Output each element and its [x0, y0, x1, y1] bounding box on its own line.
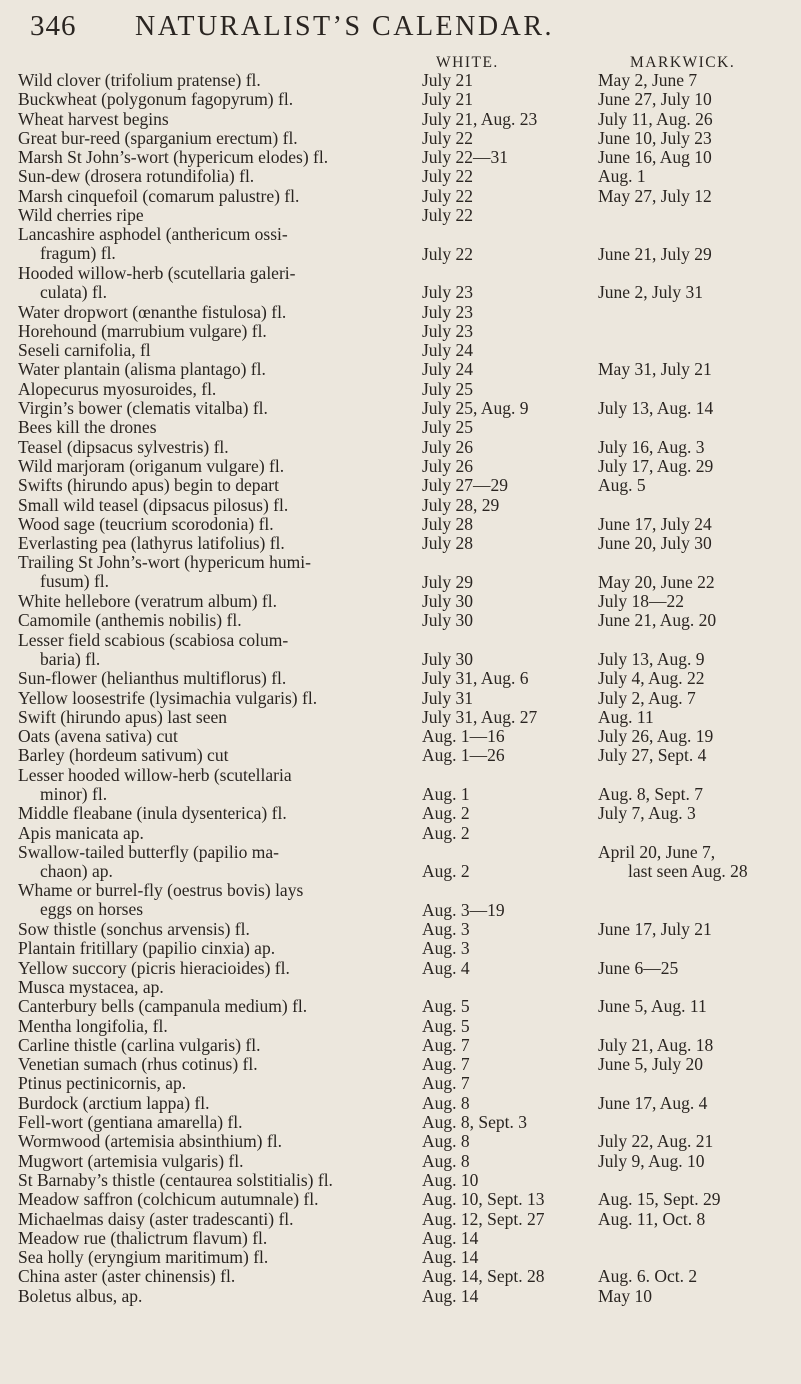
entry-name-line: Trailing St John’s-wort (hypericum humi-	[18, 552, 311, 573]
entry-name-line: Whame or burrel-fly (oestrus bovis) lays	[18, 880, 304, 901]
entry-name-line: Venetian sumach (rhus cotinus) fl.	[18, 1054, 258, 1075]
entry-name-line: Wild marjoram (origanum vulgare) fl.	[18, 455, 285, 476]
table-row	[0, 1113, 801, 1132]
entry-name	[18, 1287, 428, 1306]
entry-name	[18, 1171, 428, 1190]
table-row	[0, 457, 801, 476]
table-row	[0, 341, 801, 360]
entry-name-line: Sun-dew (drosera rotundifolia) fl.	[18, 166, 255, 187]
white-date: July 30	[422, 610, 474, 631]
white-date: Aug. 7	[422, 1054, 470, 1075]
entry-name-line: Canterbury bells (campanula medium) fl.	[18, 996, 308, 1017]
entry-name	[18, 187, 428, 206]
entry-name-line: Yellow succory (picris hieracioides) fl.	[18, 957, 290, 978]
entry-name-continuation: baria) fl.	[40, 648, 101, 669]
entry-name	[18, 881, 428, 919]
entry-name-line: Everlasting pea (lathyrus latifolius) fl.	[18, 533, 285, 554]
table-row	[0, 1132, 801, 1151]
entry-name-line: Wild cherries ripe	[18, 205, 144, 226]
entry-name-line: Hooded willow-herb (scutellaria galeri-	[18, 262, 296, 283]
entry-name	[18, 553, 428, 591]
entry-name-line: Sea holly (eryngium maritimum) fl.	[18, 1247, 269, 1268]
white-date: Aug. 1	[422, 783, 470, 804]
entry-name	[18, 322, 428, 341]
table-row	[0, 110, 801, 129]
markwick-date: May 10	[598, 1285, 652, 1306]
entry-name	[18, 534, 428, 553]
white-date: Aug. 4	[422, 957, 470, 978]
white-date: July 28	[422, 533, 474, 554]
entry-name	[18, 611, 428, 630]
table-row	[0, 71, 801, 90]
white-date: July 24	[422, 340, 474, 361]
markwick-date: Aug. 11	[598, 706, 654, 727]
markwick-date: July 13, Aug. 9	[598, 648, 705, 669]
entry-name-line: Water dropwort (œnanthe fistulosa) fl.	[18, 301, 287, 322]
white-date: Aug. 10	[422, 1169, 479, 1190]
entry-name	[18, 592, 428, 611]
markwick-date: May 31, July 21	[598, 359, 712, 380]
entry-name-line: Wild clover (trifolium pratense) fl.	[18, 70, 261, 90]
entry-name-continuation: eggs on horses	[40, 899, 144, 920]
entry-name	[18, 476, 428, 495]
entry-name-line: Virgin’s bower (clematis vitalba) fl.	[18, 398, 268, 419]
entry-name	[18, 360, 428, 379]
entry-name-line: Horehound (marrubium vulgare) fl.	[18, 320, 267, 341]
column-header-markwick: MARKWICK.	[630, 54, 736, 71]
entry-name-line: Sun-flower (helianthus multiflorus) fl.	[18, 668, 287, 689]
table-row	[0, 476, 801, 495]
entry-name	[18, 110, 428, 129]
white-date: Aug. 7	[422, 1034, 470, 1055]
entry-name	[18, 515, 428, 534]
markwick-date: June 21, July 29	[598, 243, 712, 264]
entry-name	[18, 978, 428, 997]
table-row	[0, 1036, 801, 1055]
white-date: Aug. 2	[422, 861, 470, 882]
table-row	[0, 380, 801, 399]
table-row	[0, 1267, 801, 1286]
markwick-date: June 2, July 31	[598, 282, 703, 303]
entry-name-line: Boletus albus, ap.	[18, 1285, 143, 1306]
entry-name-line: Wormwood (artemisia absinthium) fl.	[18, 1131, 282, 1152]
entry-name-line: Marsh cinquefoil (comarum palustre) fl.	[18, 185, 300, 206]
entry-name	[18, 843, 428, 881]
markwick-date: May 27, July 12	[598, 185, 712, 206]
entry-name	[18, 766, 428, 804]
entry-name-line: Teasel (dipsacus sylvestris) fl.	[18, 436, 229, 457]
entry-name-continuation: culata) fl.	[40, 281, 108, 302]
entry-name	[18, 129, 428, 148]
calendar-table	[0, 71, 801, 1306]
entry-name	[18, 997, 428, 1016]
markwick-date: June 5, July 20	[598, 1054, 703, 1075]
white-date: July 28, 29	[422, 494, 500, 515]
table-row	[0, 496, 801, 515]
table-row	[0, 1287, 801, 1306]
markwick-date: June 17, July 21	[598, 919, 712, 940]
markwick-date: June 20, July 30	[598, 533, 712, 554]
entry-name-line: Middle fleabane (inula dysenterica) fl.	[18, 803, 287, 824]
markwick-date: June 21, Aug. 20	[598, 610, 717, 631]
table-row	[0, 1152, 801, 1171]
table-row	[0, 1017, 801, 1036]
table-row	[0, 418, 801, 437]
white-date: Aug. 14	[422, 1285, 479, 1306]
markwick-date: June 17, July 24	[598, 513, 712, 534]
white-date: Aug. 3	[422, 919, 470, 940]
markwick-date: Aug. 11, Oct. 8	[598, 1208, 706, 1229]
table-row	[0, 553, 801, 592]
white-date: July 21	[422, 70, 474, 90]
markwick-date: Aug. 1	[598, 166, 646, 187]
white-date: Aug. 7	[422, 1073, 470, 1094]
white-date: Aug. 8, Sept. 3	[422, 1112, 527, 1133]
running-head	[0, 8, 801, 48]
entry-name-line: Wood sage (teucrium scorodonia) fl.	[18, 513, 274, 534]
entry-name	[18, 1074, 428, 1093]
table-row	[0, 1094, 801, 1113]
entry-name-line: St Barnaby’s thistle (centaurea solstitialis) fl.	[18, 1169, 333, 1190]
white-date: July 22—31	[422, 147, 509, 168]
table-row	[0, 689, 801, 708]
markwick-date: July 27, Sept. 4	[598, 745, 707, 766]
white-date: Aug. 1—16	[422, 726, 505, 747]
white-date: Aug. 8	[422, 1092, 470, 1113]
white-date: Aug. 14	[422, 1247, 479, 1268]
white-date: July 22	[422, 185, 474, 206]
entry-name	[18, 438, 428, 457]
white-date: July 26	[422, 436, 474, 457]
markwick-date: July 16, Aug. 3	[598, 436, 705, 457]
entry-name	[18, 669, 428, 688]
markwick-date: June 6—25	[598, 957, 679, 978]
entry-name-line: Small wild teasel (dipsacus pilosus) fl.	[18, 494, 289, 515]
white-date: July 23	[422, 320, 474, 341]
markwick-date: July 4, Aug. 22	[598, 668, 705, 689]
white-date: July 21	[422, 89, 474, 110]
entry-name-line: Sow thistle (sonchus arvensis) fl.	[18, 919, 250, 940]
table-row	[0, 997, 801, 1016]
white-date: July 29	[422, 571, 474, 592]
column-header-white: WHITE.	[436, 54, 499, 71]
entry-name	[18, 727, 428, 746]
table-row	[0, 1055, 801, 1074]
table-row	[0, 1074, 801, 1093]
entry-name	[18, 1210, 428, 1229]
white-date: Aug. 8	[422, 1150, 470, 1171]
markwick-date: July 13, Aug. 14	[598, 398, 714, 419]
white-date: July 22	[422, 127, 474, 148]
entry-name-line: Meadow rue (thalictrum flavum) fl.	[18, 1227, 268, 1248]
entry-name	[18, 90, 428, 109]
table-row	[0, 90, 801, 109]
white-date: Aug. 14	[422, 1227, 479, 1248]
table-row	[0, 708, 801, 727]
markwick-date: June 16, Aug 10	[598, 147, 712, 168]
white-date: July 25, Aug. 9	[422, 398, 529, 419]
entry-name	[18, 1017, 428, 1036]
table-row	[0, 959, 801, 978]
entry-name-line: Musca mystacea, ap.	[18, 976, 164, 997]
markwick-date: May 20, June 22	[598, 571, 715, 592]
white-date: July 25	[422, 378, 474, 399]
markwick-date: July 22, Aug. 21	[598, 1131, 714, 1152]
markwick-date: June 27, July 10	[598, 89, 712, 110]
table-row	[0, 264, 801, 303]
white-date: July 31, Aug. 27	[422, 706, 538, 727]
entry-name	[18, 939, 428, 958]
markwick-date: June 17, Aug. 4	[598, 1092, 708, 1113]
table-row	[0, 225, 801, 264]
entry-name	[18, 689, 428, 708]
entry-name	[18, 496, 428, 515]
entry-name-line: Mentha longifolia, fl.	[18, 1015, 168, 1036]
white-date: Aug. 5	[422, 996, 470, 1017]
entry-name-continuation: chaon) ap.	[40, 860, 113, 881]
table-row	[0, 1229, 801, 1248]
white-date: July 22	[422, 166, 474, 187]
white-date: Aug. 14, Sept. 28	[422, 1266, 545, 1287]
entry-name-line: Mugwort (artemisia vulgaris) fl.	[18, 1150, 244, 1171]
white-date: July 21, Aug. 23	[422, 108, 538, 129]
table-row	[0, 1190, 801, 1209]
table-row	[0, 206, 801, 225]
entry-name	[18, 457, 428, 476]
white-date: July 30	[422, 648, 474, 669]
entry-name-line: White hellebore (veratrum album) fl.	[18, 591, 277, 612]
table-row	[0, 1210, 801, 1229]
table-row	[0, 399, 801, 418]
markwick-date: Aug. 5	[598, 475, 646, 496]
markwick-date: July 21, Aug. 18	[598, 1034, 714, 1055]
markwick-date: May 2, June 7	[598, 70, 698, 90]
table-row	[0, 611, 801, 630]
white-date: Aug. 1—26	[422, 745, 505, 766]
white-date: July 26	[422, 455, 474, 476]
entry-name-line: Fell-wort (gentiana amarella) fl.	[18, 1112, 243, 1133]
entry-name-line: Water plantain (alisma plantago) fl.	[18, 359, 266, 380]
white-date: July 25	[422, 417, 474, 438]
entry-name-line: Yellow loosestrife (lysimachia vulgaris) fl.	[18, 687, 318, 708]
page-number: 346	[30, 10, 77, 42]
entry-name	[18, 303, 428, 322]
entry-name	[18, 804, 428, 823]
markwick-date: July 17, Aug. 29	[598, 455, 714, 476]
white-date: Aug. 2	[422, 803, 470, 824]
entry-name	[18, 1152, 428, 1171]
table-row	[0, 592, 801, 611]
table-row	[0, 534, 801, 553]
white-date: Aug. 3	[422, 938, 470, 959]
table-row	[0, 631, 801, 670]
entry-name-line: Michaelmas daisy (aster tradescanti) fl.	[18, 1208, 294, 1229]
white-date: Aug. 8	[422, 1131, 470, 1152]
entry-name-line: Lesser hooded willow-herb (scutellaria	[18, 764, 292, 785]
white-date: Aug. 2	[422, 822, 470, 843]
table-row	[0, 187, 801, 206]
white-date: July 22	[422, 205, 474, 226]
markwick-date: July 18—22	[598, 591, 685, 612]
table-row	[0, 746, 801, 765]
entry-name	[18, 1132, 428, 1151]
entry-name	[18, 631, 428, 669]
entry-name	[18, 1248, 428, 1267]
entry-name-line: Barley (hordeum sativum) cut	[18, 745, 229, 766]
entry-name-line: Plantain fritillary (papilio cinxia) ap.	[18, 938, 276, 959]
entry-name-line: Lesser field scabious (scabiosa colum-	[18, 629, 289, 650]
entry-name	[18, 1267, 428, 1286]
table-row	[0, 939, 801, 958]
entry-name-continuation: fragum) fl.	[40, 243, 116, 264]
entry-name	[18, 1036, 428, 1055]
entry-name	[18, 380, 428, 399]
entry-name-continuation: minor) fl.	[40, 783, 108, 804]
white-date: July 22	[422, 243, 474, 264]
entry-name	[18, 824, 428, 843]
entry-name	[18, 167, 428, 186]
table-row	[0, 360, 801, 379]
table-row	[0, 881, 801, 920]
entry-name-line: Marsh St John’s-wort (hypericum elodes) fl.	[18, 147, 329, 168]
white-date: July 31	[422, 687, 474, 708]
entry-name-line: Apis manicata ap.	[18, 822, 144, 843]
table-row	[0, 1248, 801, 1267]
entry-name-line: Oats (avena sativa) cut	[18, 726, 178, 747]
entry-name	[18, 959, 428, 978]
table-row	[0, 303, 801, 322]
entry-name	[18, 418, 428, 437]
markwick-date: Aug. 15, Sept. 29	[598, 1189, 721, 1210]
white-date: Aug. 10, Sept. 13	[422, 1189, 545, 1210]
table-row	[0, 978, 801, 997]
markwick-date: July 11, Aug. 26	[598, 108, 713, 129]
table-row	[0, 920, 801, 939]
entry-name	[18, 1094, 428, 1113]
running-title: NATURALIST’S CALENDAR.	[135, 11, 554, 42]
white-date: July 23	[422, 301, 474, 322]
entry-name	[18, 148, 428, 167]
entry-name-line: Wheat harvest begins	[18, 108, 169, 129]
entry-name-line: Buckwheat (polygonum fagopyrum) fl.	[18, 89, 294, 110]
entry-name-line: Meadow saffron (colchicum autumnale) fl.	[18, 1189, 319, 1210]
entry-name	[18, 341, 428, 360]
entry-name	[18, 1055, 428, 1074]
entry-name	[18, 1190, 428, 1209]
table-row	[0, 515, 801, 534]
entry-name-line: Swift (hirundo apus) last seen	[18, 706, 227, 727]
entry-name-line: Lancashire asphodel (anthericum ossi-	[18, 224, 288, 245]
entry-name-line: Swallow-tailed butterfly (papilio ma-	[18, 841, 279, 862]
table-row	[0, 1171, 801, 1190]
entry-name	[18, 920, 428, 939]
entry-name	[18, 399, 428, 418]
table-row	[0, 804, 801, 823]
entry-name	[18, 708, 428, 727]
markwick-date: July 7, Aug. 3	[598, 803, 696, 824]
entry-name	[18, 746, 428, 765]
table-row	[0, 824, 801, 843]
table-row	[0, 438, 801, 457]
markwick-date-continuation: last seen Aug. 28	[628, 861, 748, 882]
white-date: July 30	[422, 591, 474, 612]
entry-name-continuation: fusum) fl.	[40, 571, 110, 592]
markwick-date: April 20, June 7,	[598, 841, 716, 862]
entry-name	[18, 1229, 428, 1248]
white-date: July 28	[422, 513, 474, 534]
table-row	[0, 766, 801, 805]
markwick-date: Aug. 6. Oct. 2	[598, 1266, 698, 1287]
table-row	[0, 843, 801, 882]
entry-name	[18, 206, 428, 225]
entry-name-line: Ptinus pectinicornis, ap.	[18, 1073, 187, 1094]
markwick-date: July 9, Aug. 10	[598, 1150, 705, 1171]
entry-name-line: Great bur-reed (sparganium erectum) fl.	[18, 127, 298, 148]
markwick-date: July 2, Aug. 7	[598, 687, 696, 708]
entry-name	[18, 1113, 428, 1132]
table-row	[0, 727, 801, 746]
table-row	[0, 129, 801, 148]
white-date: Aug. 12, Sept. 27	[422, 1208, 545, 1229]
entry-name-line: Camomile (anthemis nobilis) fl.	[18, 610, 242, 631]
markwick-date: Aug. 8, Sept. 7	[598, 783, 703, 804]
white-date: July 27—29	[422, 475, 509, 496]
table-row	[0, 148, 801, 167]
entry-name-line: Burdock (arctium lappa) fl.	[18, 1092, 210, 1113]
markwick-date: June 5, Aug. 11	[598, 996, 707, 1017]
table-row	[0, 167, 801, 186]
entry-name-line: Swifts (hirundo apus) begin to depart	[18, 475, 279, 496]
entry-name-line: Carline thistle (carlina vulgaris) fl.	[18, 1034, 261, 1055]
markwick-date: July 26, Aug. 19	[598, 726, 714, 747]
entry-name-line: Alopecurus myosuroides, fl.	[18, 378, 217, 399]
entry-name	[18, 71, 428, 90]
entry-name-line: China aster (aster chinensis) fl.	[18, 1266, 236, 1287]
markwick-date: June 10, July 23	[598, 127, 712, 148]
white-date: Aug. 3—19	[422, 899, 505, 920]
entry-name-line: Seseli carnifolia, fl	[18, 340, 151, 361]
white-date: July 23	[422, 282, 474, 303]
table-row	[0, 669, 801, 688]
white-date: July 31, Aug. 6	[422, 668, 529, 689]
entry-name-line: Bees kill the drones	[18, 417, 157, 438]
entry-name	[18, 264, 428, 302]
white-date: July 24	[422, 359, 474, 380]
entry-name	[18, 225, 428, 263]
white-date: Aug. 5	[422, 1015, 470, 1036]
table-row	[0, 322, 801, 341]
